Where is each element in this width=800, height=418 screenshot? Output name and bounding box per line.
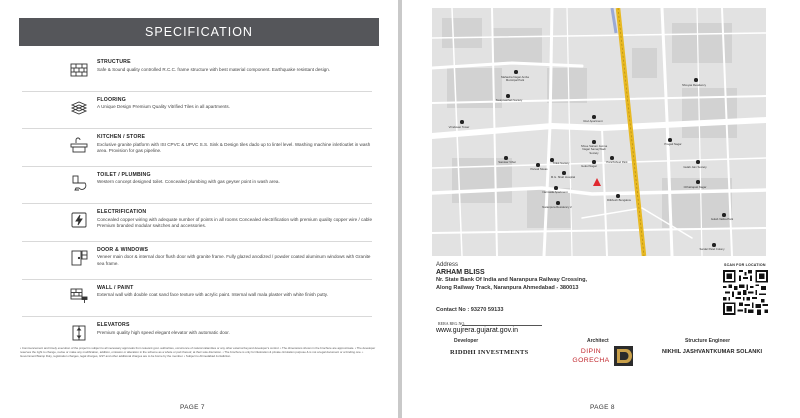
rera-link[interactable]: www.gujrera.gujarat.gov.in [436,327,518,334]
map-label: Rovi Apartment [583,119,603,123]
elevator-icon [70,325,88,341]
paint-roller-icon [70,288,88,304]
electric-plug-icon [70,212,88,228]
spec-text: Concealed copper wiring with adequate number of points in all rooms Concealed electrification with premium quality copper wire / cable Premium branded modular switches and accessories. [97,216,373,229]
spec-title: WALL / PAINT [97,284,134,291]
map-pin [694,78,698,82]
address-label: Address [436,262,459,268]
toilet-icon [70,175,88,191]
map-pin [696,160,700,164]
map-pin [554,186,558,190]
spec-title: FLOORING [97,96,126,103]
spec-item-kitchen [22,129,372,167]
map-label: Sanskar Vihar [498,160,516,164]
door-icon [70,250,88,266]
spec-text: Veneer main door & internal door flush door with granite frame. Fully glazed anodized / powder coated aluminum windows with Granite sea frame. [97,254,371,266]
map-pin [504,156,508,160]
map-label: Naranpura Residency 2 [542,205,572,209]
spec-item-toilet [22,167,372,205]
kitchen-sink-icon [70,137,88,153]
architect-label: Architect [587,338,609,344]
spec-title: KITCHEN / STORE [97,134,146,141]
spec-text: A Unique Design Premium Quality Vitrified Tiles in all apartments. [97,104,230,110]
specification-header: SPECIFICATION [19,18,379,46]
architect-name-line: DIPIN [580,348,602,355]
spec-text: Premium quality high speed elegant elevator with automatic door. [97,329,230,335]
page-number: PAGE 8 [590,404,615,411]
map-pin [514,70,518,74]
address-block [436,262,696,292]
map-pin [506,94,510,98]
map-label: Pragati Nagar [664,142,682,146]
architect-mark-icon [614,346,633,366]
architect-name-line: GORECHA [572,356,610,364]
project-name: ARHAM BLISS [436,269,485,276]
map-pin [536,163,540,167]
map-pin [668,138,672,142]
map-pin [562,171,566,175]
engineer-label: Structure Engineer [685,338,731,344]
engineer-name: NIKHIL JASHVANTKUMAR SOLANKI [662,349,763,355]
page-7 [0,0,398,418]
spec-item-electrification [22,204,372,242]
map-label: Narmada Apartment [542,190,568,194]
contact-number: Contact No : 93270 59133 [436,307,504,313]
map-pin [592,160,596,164]
spec-item-flooring [22,92,372,130]
developer-name: RIDDHI INVESTMENTS [450,349,529,356]
map-label: Sardar Patel Colony [699,247,725,251]
rera-underline [462,325,542,326]
location-map[interactable] [432,8,766,256]
map-label: Panchsheel Park [606,160,628,164]
architect-logo [570,346,634,368]
spec-text: Safe & Sound quality controlled R.C.C. frame structure with best material component. Earthquake resistant design. [97,66,331,72]
map-label: Mahavira Nagar Amba Municipal Park [501,75,529,83]
spec-item-wall-paint [22,280,372,318]
developer-label: Developer [454,338,479,344]
map-pin [722,213,726,217]
map-label: Gulab Jain Society [683,165,707,169]
brick-wall-icon [70,62,88,78]
spec-item-doors [22,242,372,280]
map-label: Gokul Nagar [581,164,597,168]
tile-stack-icon [70,100,88,116]
page-number: PAGE 7 [180,404,205,411]
page-8 [402,0,800,418]
address-line: Along Railway Track, Naranpura Ahmedabad - 380013 [436,285,579,291]
specification-list [22,54,372,355]
map-label: M.G. Shah Hospital [550,175,576,179]
map-pin [592,140,596,144]
map-label: Parvati Niwas [530,167,548,171]
spec-text: External wall with double coat sand face texture with acrylic paint. Internal wall mala plaster with white finish putty. [97,292,328,298]
address-line: Nr. State Bank Of India and Naranpura Railway Crossing, [436,277,588,283]
spec-text: Western concept designed toilet. Concealed plumbing with gas geyser point in wash area. [97,179,280,185]
map-pin [616,194,620,198]
spec-title: ELEVATORS [97,322,130,329]
map-pin [610,156,614,160]
spec-title: STRUCTURE [97,59,131,65]
map-label: Trilok Society [552,161,570,165]
architect-name [570,348,612,365]
rera-label: RERA REG.NO. [438,321,466,326]
map-pin [712,243,716,247]
scan-label: SCAN FOR LOCATION [724,263,766,267]
map-label: Chhatrapati Nagar [683,185,707,189]
spec-title: ELECTRIFICATION [97,209,147,216]
map-label: Dilkhush Bungalow [607,198,631,202]
qr-code-icon[interactable] [723,270,768,315]
map-label: Shreyas Residency [681,83,707,87]
map-label: Swapnasthali Society [495,98,523,102]
spec-title: DOOR & WINDOWS [97,246,149,253]
map-label: Gulab Vatika Park [710,217,734,221]
map-label: Vrindavan Tower [448,125,470,129]
spec-title: TOILET / PLUMBING [97,171,151,178]
spec-text: Exclusive granite platform with ISI CPVC & UPVC S.S. Sink & Design tiles dado up to lintel level. Washing machine inlet/outlet in wash area. Provision for gas pipeline. [97,141,371,153]
map-pin [460,120,464,124]
spec-item-structure [22,54,372,92]
map-pin [696,180,700,184]
map-pin [592,115,596,119]
disclaimer: • Commencement and timely execution of the project is subject to all necessary approvals from relevant govt. authorities, occurrence of natural calamities or any other external beyond developer's control. • The dimensions shown in the brochure are approximate. • The developer reserves the right to change, revise or make any modification, addition, omission or alteration in the scheme as a whole or part thereof, at their sole discretion. • The brochure is only for illustration & private circulation purpose & is not a legal document or a binding one. • Government/Stamp Duty, registration charges, legal charges, GST and other additional charges are to be borne by the member. • Subject to Ahmedabad Jurisdiction. [20,346,376,359]
map-pin [556,201,560,205]
map-label: Shree Sairam Jamna Nagar Samaj Wadi Society [580,144,608,155]
